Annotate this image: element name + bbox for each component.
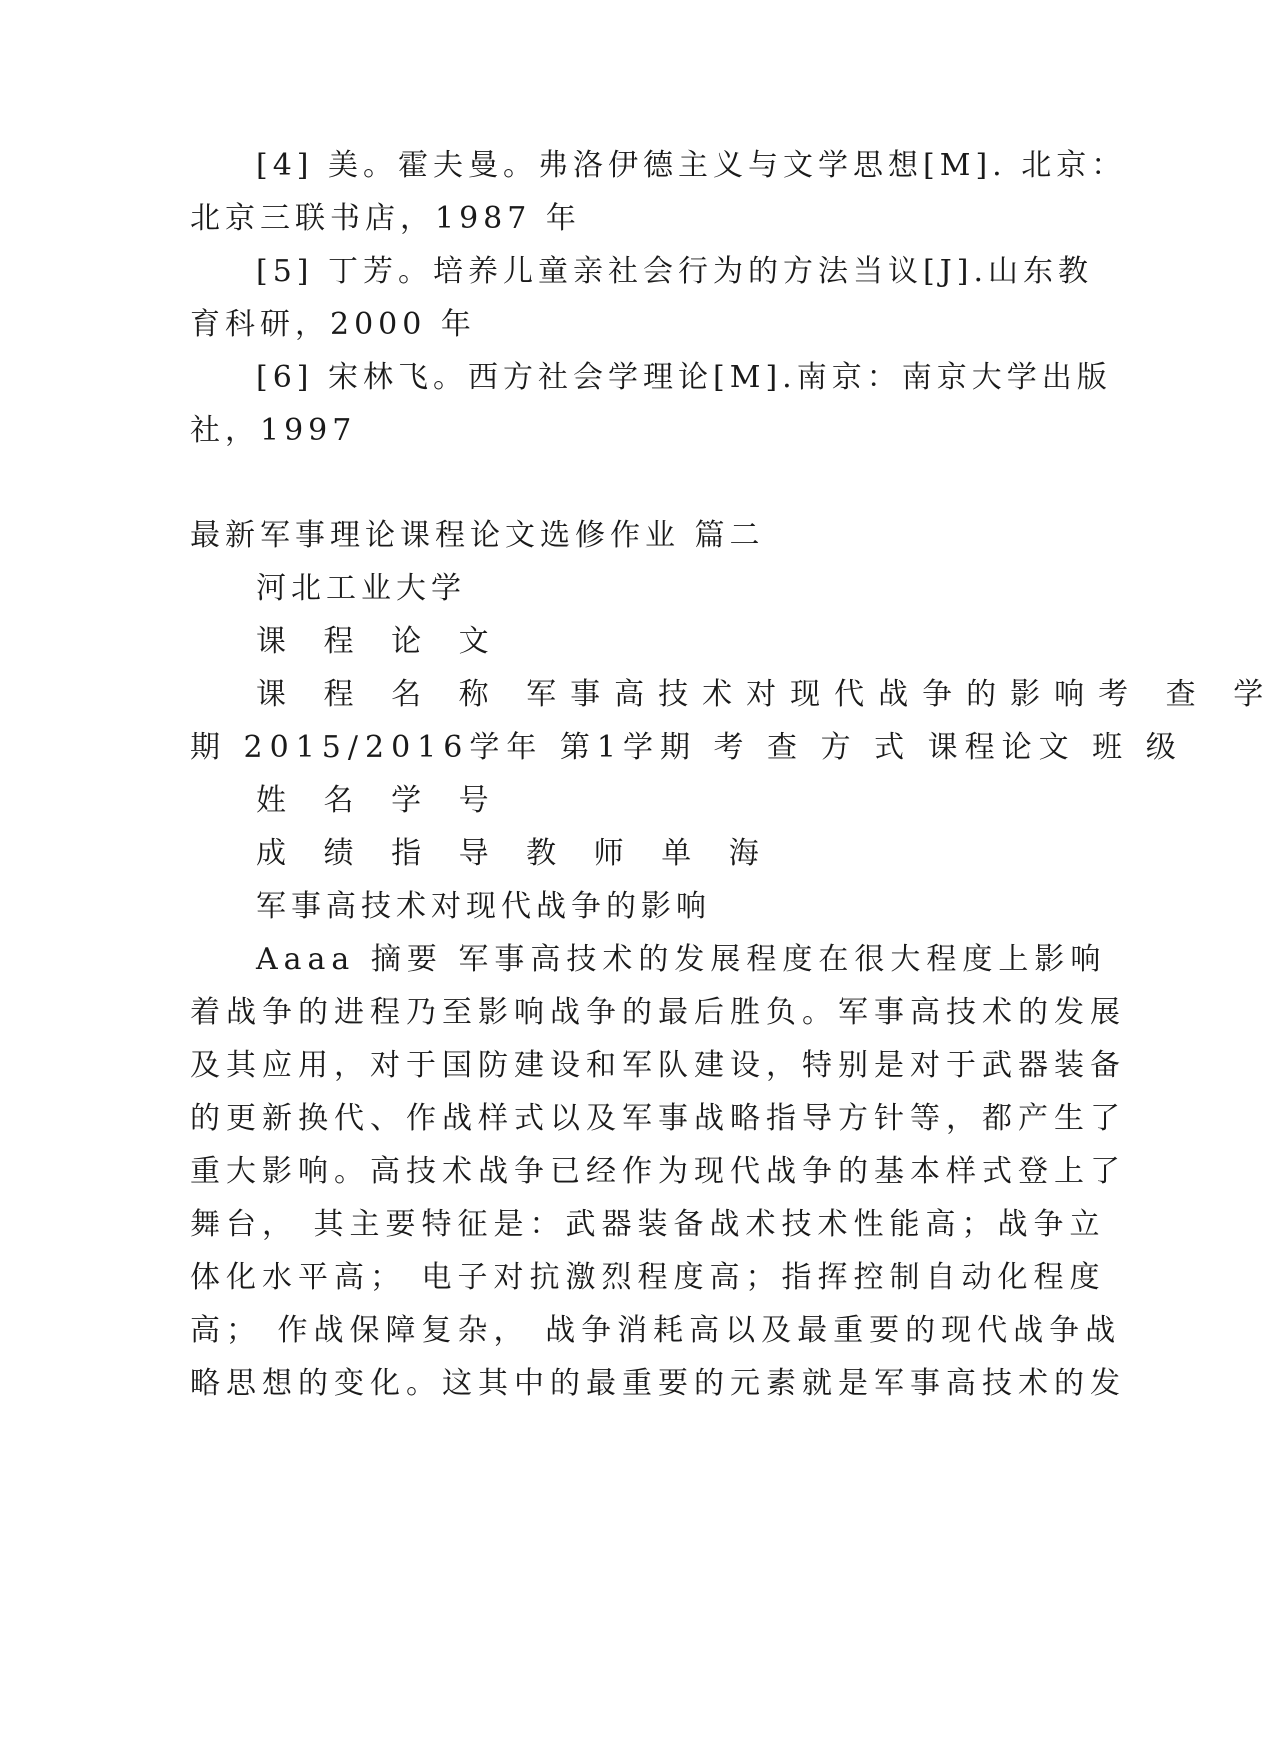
reference-6-line-2: 社，1997 <box>190 413 357 448</box>
course-info-line-1: 课 程 名 称 军事高技术对现代战争的影响考 查 学 <box>256 677 1277 712</box>
section-heading: 最新军事理论课程论文选修作业 篇二 <box>190 518 765 553</box>
abstract-line: Aaaa 摘要 军事高技术的发展程度在很大程度上影响 <box>256 942 1107 977</box>
document-type: 课 程 论 文 <box>256 624 503 659</box>
abstract-line: 重大影响。高技术战争已经作为现代战争的基本样式登上了 <box>190 1154 1126 1189</box>
paper-title: 军事高技术对现代战争的影响 <box>256 889 711 924</box>
abstract-line: 略思想的变化。这其中的最重要的元素就是军事高技术的发 <box>190 1366 1126 1401</box>
reference-5-line-2: 育科研，2000 年 <box>190 307 476 342</box>
university-name: 河北工业大学 <box>256 571 466 606</box>
grade-teacher-line: 成 绩 指 导 教 师 单 海 <box>256 836 773 871</box>
reference-5-line-1: [5] 丁芳。培养儿童亲社会行为的方法当议[J].山东教 <box>256 254 1094 289</box>
abstract-line: 高； 作战保障复杂， 战争消耗高以及最重要的现代战争战 <box>190 1313 1122 1348</box>
course-info-line-2: 期 2015/2016学年 第1学期 考 查 方 式 课程论文 班 级 <box>190 730 1183 765</box>
name-id-line: 姓 名 学 号 <box>256 783 503 818</box>
reference-4-line-1: [4] 美。霍夫曼。弗洛伊德主义与文学思想[M]. 北京： <box>256 148 1127 183</box>
abstract-line: 及其应用，对于国防建设和军队建设，特别是对于武器装备 <box>190 1048 1126 1083</box>
abstract-line: 的更新换代、作战样式以及军事战略指导方针等，都产生了 <box>190 1101 1126 1136</box>
abstract-line: 体化水平高； 电子对抗激烈程度高；指挥控制自动化程度 <box>190 1260 1106 1295</box>
reference-4-line-2: 北京三联书店，1987 年 <box>190 201 581 236</box>
abstract-line: 舞台， 其主要特征是：武器装备战术技术性能高；战争立 <box>190 1207 1106 1242</box>
reference-6-line-1: [6] 宋林飞。西方社会学理论[M].南京：南京大学出版 <box>256 360 1112 395</box>
abstract-line: 着战争的进程乃至影响战争的最后胜负。军事高技术的发展 <box>190 995 1126 1030</box>
